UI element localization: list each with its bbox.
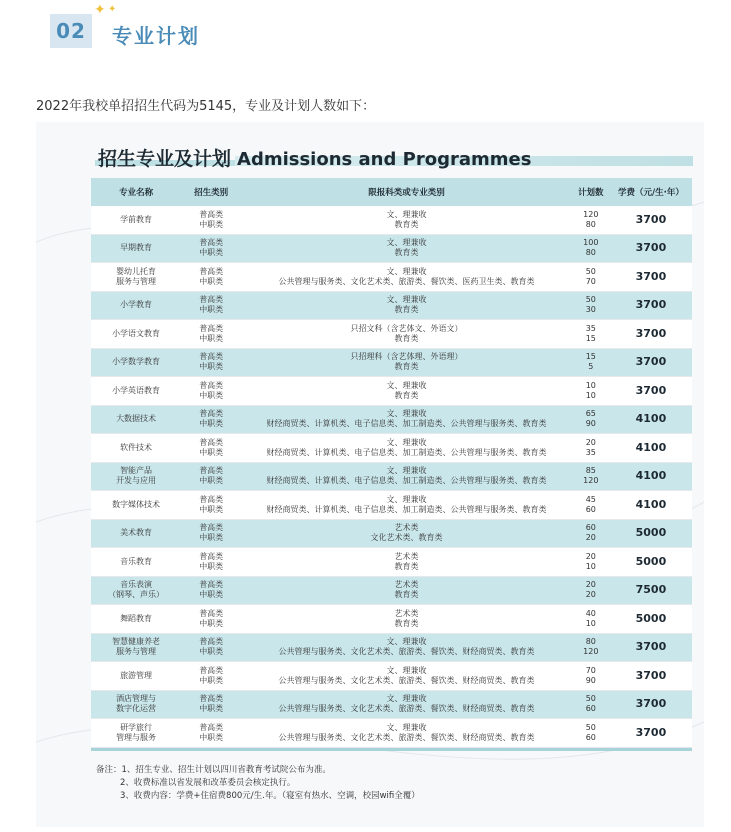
plan-cell bbox=[572, 348, 610, 377]
plan-cell bbox=[572, 519, 610, 548]
category-cell-line: 中职类 bbox=[199, 276, 224, 286]
subjects-cell-line: 文、理兼收 bbox=[386, 266, 427, 276]
category-cell bbox=[181, 348, 241, 377]
major-cell-line: 小学语文教育 bbox=[112, 328, 161, 338]
major-cell-line: 大数据技术 bbox=[116, 414, 157, 424]
fee-cell: 3700 bbox=[610, 662, 692, 691]
subjects-cell-line: 文、理兼收 bbox=[386, 466, 427, 476]
subjects-cell-line: 公共管理与服务类、文化艺术类、旅游类、餐饮类、财经商贸类、教育类 bbox=[278, 732, 535, 742]
subjects-cell-line: 公共管理与服务类、文化艺术类、旅游类、餐饮类、医药卫生类、教育类 bbox=[278, 276, 535, 286]
category-cell bbox=[181, 377, 241, 406]
intro-text: 2022年我校单招招生代码为5145，专业及计划人数如下： bbox=[36, 99, 376, 114]
subjects-cell-line: 教育类 bbox=[394, 333, 419, 343]
fee-cell: 3700 bbox=[610, 263, 692, 292]
table-row bbox=[91, 690, 692, 719]
plan-cell bbox=[572, 491, 610, 520]
subjects-cell-line: 文、理兼收 bbox=[386, 295, 427, 305]
category-cell bbox=[181, 320, 241, 349]
category-cell-line: 中职类 bbox=[199, 590, 224, 600]
plan-cell bbox=[572, 206, 610, 234]
plan-cell-line: 70 bbox=[585, 276, 596, 286]
table-row bbox=[91, 405, 692, 434]
major-cell-line: 管理与服务 bbox=[116, 732, 157, 742]
category-cell bbox=[181, 662, 241, 691]
subjects-cell-line: 教育类 bbox=[394, 590, 419, 600]
header-major: 专业名称 bbox=[91, 178, 181, 206]
category-cell bbox=[181, 633, 241, 662]
subjects-cell bbox=[241, 291, 572, 320]
subjects-cell-line: 财经商贸类、计算机类、电子信息类、加工制造类、公共管理与服务类、教育类 bbox=[266, 476, 547, 486]
category-cell bbox=[181, 719, 241, 748]
section-number-badge: 02 bbox=[50, 14, 92, 48]
category-cell-line: 普高类 bbox=[199, 266, 224, 276]
category-cell bbox=[181, 263, 241, 292]
table-bottom-bar bbox=[91, 748, 692, 751]
table-row bbox=[91, 263, 692, 292]
major-cell-line: 婴幼儿托育 bbox=[116, 266, 157, 276]
category-cell-line: 中职类 bbox=[199, 248, 224, 258]
major-cell bbox=[91, 263, 181, 292]
plan-cell-line: 10 bbox=[585, 380, 596, 390]
plan-cell-line: 35 bbox=[585, 323, 596, 333]
major-cell-line: 学前教育 bbox=[120, 214, 153, 224]
table-row bbox=[91, 548, 692, 577]
subjects-cell-line: 文、理兼收 bbox=[386, 437, 427, 447]
plan-cell-line: 60 bbox=[585, 504, 596, 514]
plan-cell-line: 100 bbox=[583, 238, 599, 248]
fee-cell: 3700 bbox=[610, 348, 692, 377]
category-cell bbox=[181, 605, 241, 634]
plan-cell-line: 120 bbox=[583, 209, 599, 219]
plan-cell-line: 15 bbox=[585, 352, 596, 362]
category-cell bbox=[181, 519, 241, 548]
plan-cell bbox=[572, 690, 610, 719]
major-cell bbox=[91, 690, 181, 719]
subjects-cell bbox=[241, 519, 572, 548]
major-cell-line: 智慧健康养老 bbox=[112, 637, 161, 647]
subjects-cell-line: 文、理兼收 bbox=[386, 722, 427, 732]
subjects-cell bbox=[241, 462, 572, 491]
major-cell-line: 美术教育 bbox=[120, 528, 153, 538]
category-cell-line: 普高类 bbox=[199, 352, 224, 362]
table-row bbox=[91, 462, 692, 491]
category-cell-line: 中职类 bbox=[199, 362, 224, 372]
plan-cell bbox=[572, 548, 610, 577]
major-cell bbox=[91, 519, 181, 548]
note-line: 2、收费标准以省发展和改革委员会核定执行。 bbox=[120, 778, 296, 788]
plan-cell-line: 70 bbox=[585, 665, 596, 675]
major-cell-line: 舞蹈教育 bbox=[120, 613, 153, 623]
category-cell bbox=[181, 234, 241, 263]
major-cell-line: 软件技术 bbox=[120, 442, 153, 452]
plan-cell-line: 10 bbox=[585, 618, 596, 628]
subjects-cell bbox=[241, 605, 572, 634]
category-cell-line: 普高类 bbox=[199, 494, 224, 504]
major-cell bbox=[91, 548, 181, 577]
plan-cell-line: 20 bbox=[585, 437, 596, 447]
fee-cell: 7500 bbox=[610, 576, 692, 605]
major-cell bbox=[91, 434, 181, 463]
table-row bbox=[91, 291, 692, 320]
table-row bbox=[91, 605, 692, 634]
plan-cell-line: 80 bbox=[585, 219, 596, 229]
plan-cell-line: 45 bbox=[585, 494, 596, 504]
plan-cell bbox=[572, 462, 610, 491]
table-row bbox=[91, 434, 692, 463]
category-cell-line: 普高类 bbox=[199, 665, 224, 675]
category-cell bbox=[181, 462, 241, 491]
plan-cell bbox=[572, 377, 610, 406]
category-cell-line: 中职类 bbox=[199, 476, 224, 486]
plan-cell-line: 10 bbox=[585, 561, 596, 571]
major-cell-line: 酒店管理与 bbox=[116, 694, 157, 704]
category-cell-line: 普高类 bbox=[199, 466, 224, 476]
major-cell bbox=[91, 462, 181, 491]
category-cell bbox=[181, 206, 241, 234]
header-fee: 学费（元/生·年） bbox=[610, 178, 692, 206]
category-cell-line: 中职类 bbox=[199, 219, 224, 229]
plan-cell-line: 85 bbox=[585, 466, 596, 476]
subjects-cell-line: 文、理兼收 bbox=[386, 637, 427, 647]
subjects-cell-line: 文、理兼收 bbox=[386, 494, 427, 504]
category-cell-line: 中职类 bbox=[199, 704, 224, 714]
plan-cell-line: 50 bbox=[585, 295, 596, 305]
plan-cell-line: 65 bbox=[585, 409, 596, 419]
subjects-cell-line: 艺术类 bbox=[394, 580, 419, 590]
fee-cell: 4100 bbox=[610, 405, 692, 434]
subjects-cell bbox=[241, 548, 572, 577]
subjects-cell bbox=[241, 206, 572, 234]
note-line: 备注：1、招生专业、招生计划以四川省教育考试院公布为准。 bbox=[96, 765, 331, 775]
category-cell-line: 中职类 bbox=[199, 504, 224, 514]
notes bbox=[96, 764, 420, 803]
category-cell-line: 中职类 bbox=[199, 675, 224, 685]
subjects-cell-line: 艺术类 bbox=[394, 523, 419, 533]
category-cell-line: 普高类 bbox=[199, 694, 224, 704]
category-cell-line: 普高类 bbox=[199, 551, 224, 561]
subjects-cell-line: 公共管理与服务类、文化艺术类、旅游类、餐饮类、财经商贸类、教育类 bbox=[278, 647, 535, 657]
major-cell-line: 音乐表演 bbox=[120, 580, 153, 590]
subjects-cell bbox=[241, 719, 572, 748]
major-cell-line: 服务与管理 bbox=[116, 276, 157, 286]
fee-cell: 5000 bbox=[610, 548, 692, 577]
subjects-cell-line: 教育类 bbox=[394, 561, 419, 571]
subjects-cell-line: 文、理兼收 bbox=[386, 409, 427, 419]
small-sparkle-icon: ✦ bbox=[108, 4, 117, 15]
plan-cell-line: 90 bbox=[585, 675, 596, 685]
subjects-cell-line: 财经商贸类、计算机类、电子信息类、加工制造类、公共管理与服务类、教育类 bbox=[266, 419, 547, 429]
plan-cell bbox=[572, 633, 610, 662]
category-cell bbox=[181, 291, 241, 320]
plan-cell-line: 120 bbox=[583, 476, 599, 486]
category-cell-line: 普高类 bbox=[199, 523, 224, 533]
subjects-cell-line: 教育类 bbox=[394, 219, 419, 229]
section-title: 专业计划 bbox=[112, 24, 200, 48]
fee-cell: 3700 bbox=[610, 690, 692, 719]
plan-cell-line: 40 bbox=[585, 608, 596, 618]
plan-cell bbox=[572, 434, 610, 463]
table-row bbox=[91, 206, 692, 234]
subjects-cell-line: 文、理兼收 bbox=[386, 380, 427, 390]
category-cell bbox=[181, 690, 241, 719]
table-body bbox=[91, 206, 692, 747]
table-row bbox=[91, 377, 692, 406]
category-cell-line: 中职类 bbox=[199, 618, 224, 628]
category-cell bbox=[181, 576, 241, 605]
major-cell-line: 数字化运营 bbox=[116, 704, 157, 714]
subjects-cell bbox=[241, 348, 572, 377]
major-cell bbox=[91, 719, 181, 748]
table-row bbox=[91, 491, 692, 520]
plan-cell-line: 50 bbox=[585, 694, 596, 704]
fee-cell: 3700 bbox=[610, 377, 692, 406]
fee-cell: 3700 bbox=[610, 719, 692, 748]
fee-cell: 4100 bbox=[610, 462, 692, 491]
plan-cell-line: 15 bbox=[585, 333, 596, 343]
card-title-cn: 招生专业及计划 bbox=[98, 148, 232, 170]
subjects-cell-line: 教育类 bbox=[394, 248, 419, 258]
subjects-cell bbox=[241, 633, 572, 662]
subjects-cell bbox=[241, 434, 572, 463]
fee-cell: 3700 bbox=[610, 633, 692, 662]
major-cell-line: 早期教育 bbox=[120, 243, 153, 253]
category-cell-line: 普高类 bbox=[199, 380, 224, 390]
plan-cell-line: 30 bbox=[585, 305, 596, 315]
category-cell-line: 中职类 bbox=[199, 447, 224, 457]
plan-cell bbox=[572, 234, 610, 263]
subjects-cell bbox=[241, 234, 572, 263]
major-cell bbox=[91, 576, 181, 605]
table-row bbox=[91, 719, 692, 748]
fee-cell: 4100 bbox=[610, 491, 692, 520]
major-cell bbox=[91, 491, 181, 520]
category-cell-line: 中职类 bbox=[199, 305, 224, 315]
card-title bbox=[98, 144, 531, 171]
major-cell-line: 智能产品 bbox=[120, 466, 153, 476]
subjects-cell-line: 只招理科（含艺体理、外语理） bbox=[350, 352, 463, 362]
plan-cell-line: 20 bbox=[585, 551, 596, 561]
plan-cell-line: 120 bbox=[583, 647, 599, 657]
plan-cell bbox=[572, 405, 610, 434]
category-cell-line: 普高类 bbox=[199, 437, 224, 447]
subjects-cell bbox=[241, 377, 572, 406]
category-cell-line: 普高类 bbox=[199, 209, 224, 219]
subjects-cell-line: 教育类 bbox=[394, 305, 419, 315]
major-cell bbox=[91, 605, 181, 634]
note-line: 3、收费内容：学费+住宿费800元/生.年。（寝室有热水、空调，校园wifi全覆） bbox=[120, 791, 420, 801]
table-row bbox=[91, 576, 692, 605]
major-cell-line: 研学旅行 bbox=[120, 722, 153, 732]
category-cell-line: 中职类 bbox=[199, 561, 224, 571]
plan-cell bbox=[572, 576, 610, 605]
table-row bbox=[91, 662, 692, 691]
plan-cell-line: 60 bbox=[585, 704, 596, 714]
major-cell-line: 开发与应用 bbox=[116, 476, 157, 486]
category-cell-line: 普高类 bbox=[199, 295, 224, 305]
subjects-cell-line: 公共管理与服务类、文化艺术类、旅游类、餐饮类、财经商贸类、教育类 bbox=[278, 675, 535, 685]
plan-cell-line: 5 bbox=[588, 362, 594, 372]
major-cell-line: 小学英语教育 bbox=[112, 385, 161, 395]
subjects-cell-line: 艺术类 bbox=[394, 608, 419, 618]
header-subjects: 限报科类或专业类别 bbox=[241, 178, 572, 206]
major-cell bbox=[91, 662, 181, 691]
category-cell bbox=[181, 548, 241, 577]
subjects-cell-line: 文化艺术类、教育类 bbox=[370, 533, 443, 543]
fee-cell: 3700 bbox=[610, 234, 692, 263]
category-cell bbox=[181, 491, 241, 520]
table-row bbox=[91, 348, 692, 377]
subjects-cell bbox=[241, 320, 572, 349]
table-header-row bbox=[91, 178, 692, 206]
table-row bbox=[91, 519, 692, 548]
category-cell-line: 中职类 bbox=[199, 419, 224, 429]
subjects-cell bbox=[241, 263, 572, 292]
plan-cell-line: 35 bbox=[585, 447, 596, 457]
plan-cell bbox=[572, 320, 610, 349]
table-row bbox=[91, 633, 692, 662]
major-cell bbox=[91, 405, 181, 434]
major-cell bbox=[91, 348, 181, 377]
major-cell bbox=[91, 291, 181, 320]
subjects-cell-line: 文、理兼收 bbox=[386, 209, 427, 219]
plan-cell bbox=[572, 263, 610, 292]
fee-cell: 3700 bbox=[610, 206, 692, 234]
fee-cell: 4100 bbox=[610, 434, 692, 463]
major-cell-line: 旅游管理 bbox=[120, 670, 153, 680]
major-cell bbox=[91, 377, 181, 406]
fee-cell: 3700 bbox=[610, 291, 692, 320]
subjects-cell bbox=[241, 690, 572, 719]
table-row bbox=[91, 234, 692, 263]
subjects-cell bbox=[241, 576, 572, 605]
major-cell-line: 数字媒体技术 bbox=[112, 499, 161, 509]
major-cell-line: （钢琴、声乐） bbox=[108, 590, 165, 600]
major-cell-line: 音乐教育 bbox=[120, 556, 153, 566]
table-row bbox=[91, 320, 692, 349]
plan-cell bbox=[572, 719, 610, 748]
fee-cell: 5000 bbox=[610, 519, 692, 548]
plan-cell bbox=[572, 291, 610, 320]
plan-cell-line: 90 bbox=[585, 419, 596, 429]
fee-cell: 5000 bbox=[610, 605, 692, 634]
category-cell-line: 普高类 bbox=[199, 637, 224, 647]
category-cell-line: 中职类 bbox=[199, 647, 224, 657]
plan-cell-line: 10 bbox=[585, 390, 596, 400]
major-cell bbox=[91, 633, 181, 662]
plan-cell-line: 20 bbox=[585, 533, 596, 543]
subjects-cell-line: 财经商贸类、计算机类、电子信息类、加工制造类、公共管理与服务类、教育类 bbox=[266, 447, 547, 457]
plan-cell-line: 60 bbox=[585, 523, 596, 533]
subjects-cell-line: 财经商贸类、计算机类、电子信息类、加工制造类、公共管理与服务类、教育类 bbox=[266, 504, 547, 514]
plan-cell-line: 80 bbox=[585, 637, 596, 647]
category-cell-line: 普高类 bbox=[199, 409, 224, 419]
header-category: 招生类别 bbox=[181, 178, 241, 206]
plan-cell-line: 20 bbox=[585, 590, 596, 600]
subjects-cell-line: 文、理兼收 bbox=[386, 238, 427, 248]
major-cell bbox=[91, 234, 181, 263]
plan-cell-line: 50 bbox=[585, 266, 596, 276]
major-cell bbox=[91, 320, 181, 349]
category-cell bbox=[181, 434, 241, 463]
subjects-cell-line: 教育类 bbox=[394, 362, 419, 372]
subjects-cell-line: 教育类 bbox=[394, 618, 419, 628]
plan-cell-line: 80 bbox=[585, 248, 596, 258]
subjects-cell bbox=[241, 491, 572, 520]
header-plan: 计划数 bbox=[572, 178, 610, 206]
category-cell-line: 中职类 bbox=[199, 732, 224, 742]
card-title-en: Admissions and Programmes bbox=[237, 149, 532, 170]
subjects-cell bbox=[241, 662, 572, 691]
sparkle-icon: ✦ bbox=[94, 2, 106, 18]
plan-cell bbox=[572, 662, 610, 691]
category-cell-line: 中职类 bbox=[199, 390, 224, 400]
subjects-cell-line: 教育类 bbox=[394, 390, 419, 400]
subjects-cell-line: 艺术类 bbox=[394, 551, 419, 561]
category-cell-line: 中职类 bbox=[199, 533, 224, 543]
category-cell-line: 普高类 bbox=[199, 238, 224, 248]
category-cell-line: 普高类 bbox=[199, 580, 224, 590]
plan-cell-line: 50 bbox=[585, 722, 596, 732]
subjects-cell-line: 文、理兼收 bbox=[386, 694, 427, 704]
category-cell-line: 普高类 bbox=[199, 722, 224, 732]
subjects-cell-line: 文、理兼收 bbox=[386, 665, 427, 675]
subjects-cell bbox=[241, 405, 572, 434]
major-cell-line: 小学教育 bbox=[120, 300, 153, 310]
category-cell-line: 普高类 bbox=[199, 608, 224, 618]
plan-cell-line: 20 bbox=[585, 580, 596, 590]
category-cell bbox=[181, 405, 241, 434]
category-cell-line: 中职类 bbox=[199, 333, 224, 343]
subjects-cell-line: 公共管理与服务类、文化艺术类、旅游类、餐饮类、财经商贸类、教育类 bbox=[278, 704, 535, 714]
plan-cell-line: 60 bbox=[585, 732, 596, 742]
plan-cell bbox=[572, 605, 610, 634]
programmes-table bbox=[91, 178, 692, 748]
fee-cell: 3700 bbox=[610, 320, 692, 349]
major-cell-line: 小学数学教育 bbox=[112, 357, 161, 367]
category-cell-line: 普高类 bbox=[199, 323, 224, 333]
major-cell bbox=[91, 206, 181, 234]
major-cell-line: 服务与管理 bbox=[116, 647, 157, 657]
subjects-cell-line: 只招文科（含艺体文、外语文） bbox=[350, 323, 463, 333]
